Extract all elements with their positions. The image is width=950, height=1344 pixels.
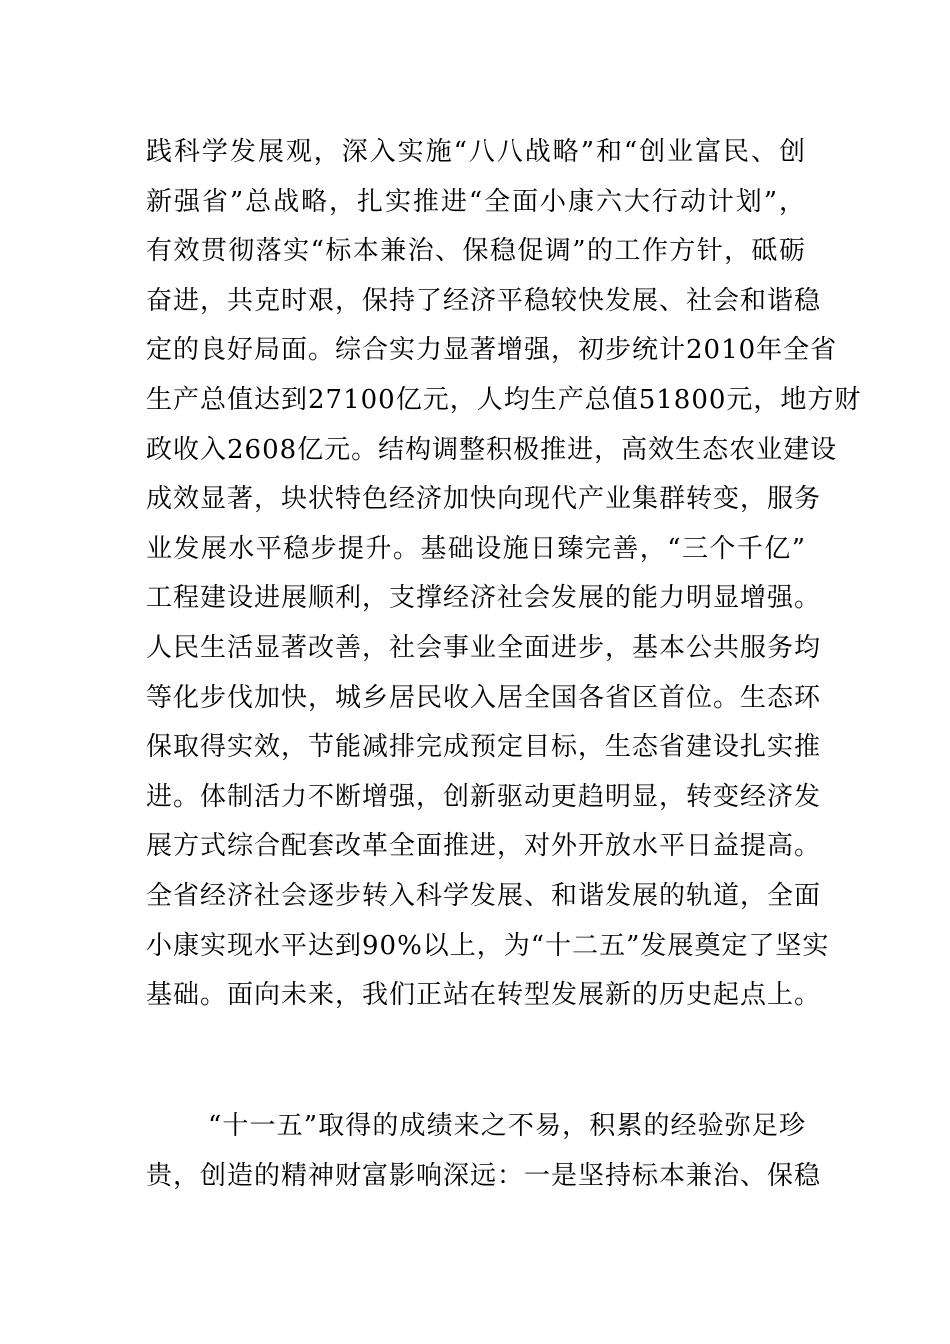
text-line: 践科学发展观，深入实施“八八战略”和“创业富民、创 [146, 137, 806, 167]
text-line: 保取得实效，节能减排完成预定目标，生态省建设扎实推 [146, 732, 822, 763]
body-paragraph [146, 1102, 822, 1201]
text-line: 展方式综合配套改革全面推进，对外开放水平日益提高。 [146, 831, 822, 862]
text-line: “十一五”取得的成绩来之不易，积累的经验弥足珍 [208, 1111, 806, 1141]
text-line: 全省经济社会逐步转入科学发展、和谐发展的轨道，全面 [146, 880, 822, 911]
text-line: 人民生活显著改善，社会事业全面进步，基本公共服务均 [146, 632, 822, 663]
text-line: 生产总值达到27100亿元，人均生产总值51800元，地方财 [146, 384, 862, 415]
body-paragraph [146, 128, 862, 1021]
text-line: 政收入2608亿元。结构调整积极推进，高效生态农业建设 [146, 434, 838, 465]
text-line: 等化步伐加快，城乡居民收入居全国各省区首位。生态环 [146, 682, 822, 713]
text-line: 小康实现水平达到90%以上，为“十二五”发展奠定了坚实 [146, 930, 830, 961]
text-line: 成效显著，块状特色经济加快向现代产业集群转变，服务 [146, 484, 822, 515]
text-line: 进。体制活力不断增强，创新驱动更趋明显，转变经济发 [146, 781, 822, 812]
text-line: 有效贯彻落实“标本兼治、保稳促调”的工作方针，砥砺 [146, 236, 806, 267]
text-line: 业发展水平稳步提升。基础设施日臻完善，“三个千亿” [146, 533, 806, 564]
text-line: 贵，创造的精神财富影响深远：一是坚持标本兼治、保稳 [146, 1160, 822, 1191]
text-line: 奋进，共克时艰，保持了经济平稳较快发展、社会和谐稳 [146, 285, 822, 316]
text-line: 新强省”总战略，扎实推进“全面小康六大行动计划”， [146, 186, 806, 217]
text-line: 定的良好局面。综合实力显著增强，初步统计2010年全省 [146, 335, 838, 366]
text-line: 工程建设进展顺利，支撑经济社会发展的能力明显增强。 [146, 583, 822, 614]
text-line: 基础。面向未来，我们正站在转型发展新的历史起点上。 [146, 980, 822, 1011]
